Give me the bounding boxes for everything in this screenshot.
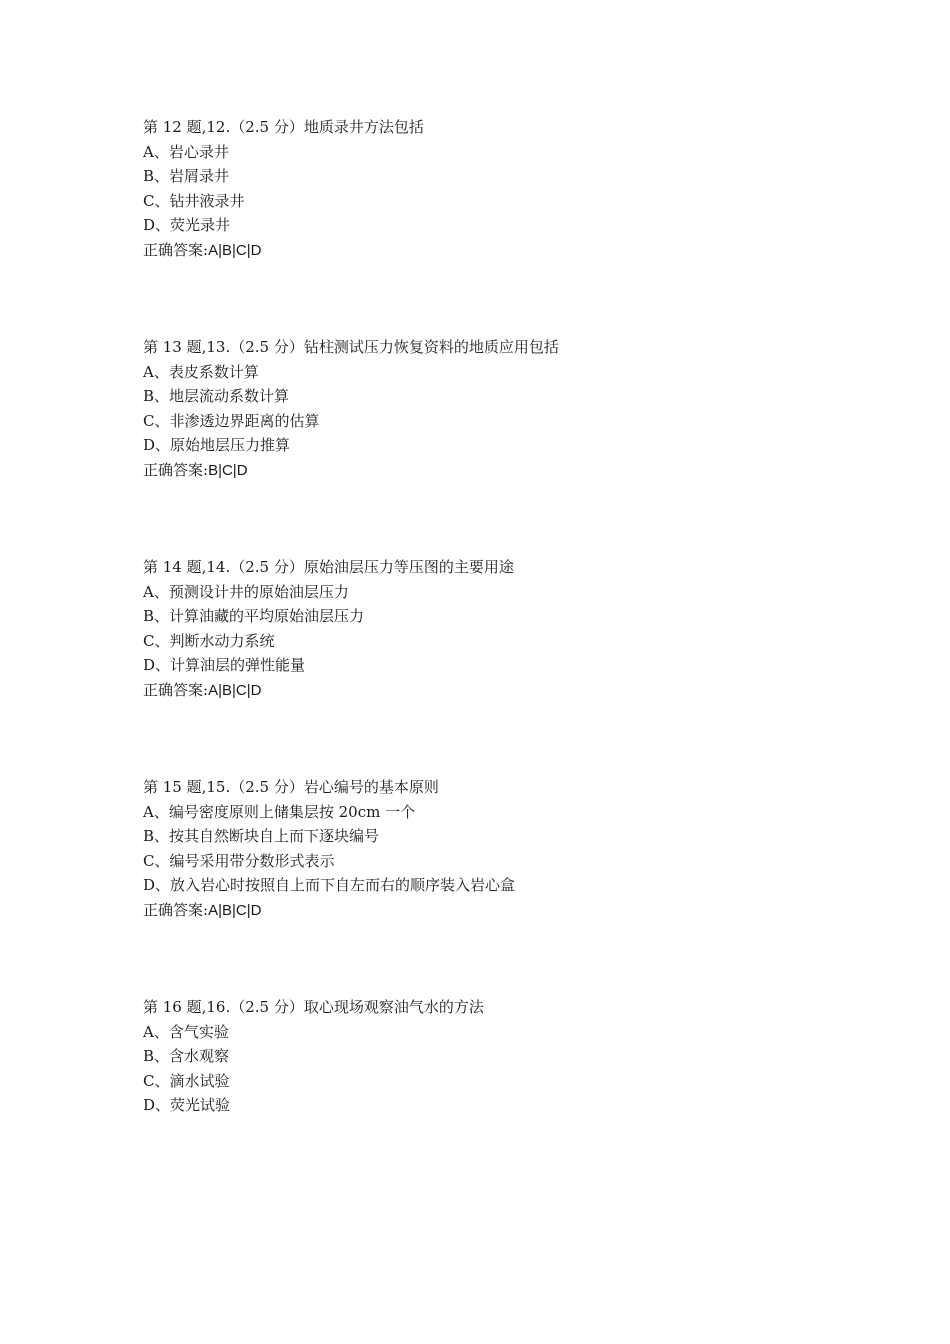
question-title: 第 16 题,16.（2.5 分）取心现场观察油气水的方法 (143, 998, 484, 1016)
option-d: D、原始地层压力推算 (143, 436, 291, 454)
question-12 (143, 115, 863, 262)
correct-answer (143, 458, 863, 483)
correct-answer (143, 898, 863, 923)
option-d: D、荧光录井 (143, 216, 231, 234)
question-title: 第 13 题,13.（2.5 分）钻柱测试压力恢复资料的地质应用包括 (143, 338, 559, 356)
option-d: D、荧光试验 (143, 1096, 231, 1114)
answer-value: A|B|C|D (208, 901, 262, 919)
option-c: C、编号采用带分数形式表示 (143, 851, 335, 870)
correct-answer (143, 238, 863, 263)
option-a: A、表皮系数计算 (143, 362, 259, 381)
correct-answer (143, 678, 863, 703)
answer-label: 正确答案: (143, 460, 209, 479)
question-title: 第 12 题,12.（2.5 分）地质录井方法包括 (143, 118, 424, 136)
answer-value: B|C|D (208, 461, 248, 479)
question-13 (143, 335, 863, 482)
question-16 (143, 995, 863, 1118)
option-a: A、编号密度原则上储集层按 20cm 一个 (143, 802, 416, 821)
option-b: B、地层流动系数计算 (143, 387, 290, 405)
option-b: B、计算油藏的平均原始油层压力 (143, 607, 365, 625)
option-c: C、非渗透边界距离的估算 (143, 411, 320, 430)
answer-value: A|B|C|D (208, 681, 262, 699)
option-b: B、岩屑录井 (143, 167, 230, 185)
answer-value: A|B|C|D (208, 241, 262, 259)
option-d: D、放入岩心时按照自上而下自左而右的顺序装入岩心盒 (143, 876, 516, 894)
question-15 (143, 775, 863, 922)
option-c: C、钻井液录井 (143, 191, 245, 210)
option-b: B、按其自然断块自上而下逐块编号 (143, 827, 380, 845)
question-title: 第 15 题,15.（2.5 分）岩心编号的基本原则 (143, 778, 439, 796)
option-d: D、计算油层的弹性能量 (143, 656, 306, 674)
answer-label: 正确答案: (143, 680, 209, 699)
option-a: A、预测设计井的原始油层压力 (143, 582, 349, 601)
option-c: C、滴水试验 (143, 1071, 230, 1090)
option-a: A、岩心录井 (143, 142, 229, 161)
answer-label: 正确答案: (143, 240, 209, 259)
document-page (143, 115, 863, 1191)
question-title: 第 14 题,14.（2.5 分）原始油层压力等压图的主要用途 (143, 558, 514, 576)
option-b: B、含水观察 (143, 1047, 230, 1065)
option-c: C、判断水动力系统 (143, 631, 275, 650)
question-14 (143, 555, 863, 702)
answer-label: 正确答案: (143, 900, 209, 919)
option-a: A、含气实验 (143, 1022, 229, 1041)
